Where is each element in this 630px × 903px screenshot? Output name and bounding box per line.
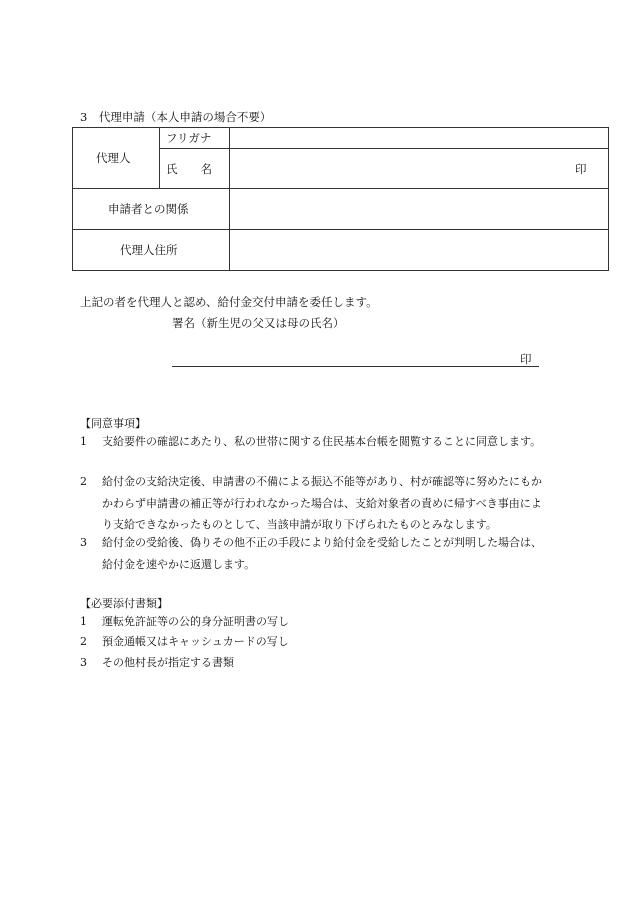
document-item-num: 2	[80, 635, 87, 648]
name-seal: 印	[575, 162, 587, 176]
address-field[interactable]	[231, 231, 607, 269]
name-field[interactable]	[231, 150, 571, 187]
relation-field[interactable]	[231, 190, 607, 228]
consent-item-text: 給付金の支給決定後、申請書の不備による振込不能等があり、村が確認等に努めたにもかかわらず申請書の補正等が行われなかった場合は、支給対象者の責めに帰すべき事由により支給できなかったものとして、当該申請が取り下げられたものとみなします。	[102, 475, 542, 531]
signature-seal: 印	[520, 352, 532, 366]
document-item-text: その他村長が指定する書類	[102, 656, 234, 669]
consent-item-num: 3	[80, 536, 87, 549]
name-label: 氏 名	[166, 162, 212, 176]
furigana-label: フリガナ	[166, 131, 212, 145]
relation-label: 申請者との関係	[108, 202, 189, 216]
signature-label: 署名（新生児の父又は母の氏名）	[172, 316, 345, 330]
document-item-num: 3	[80, 656, 87, 669]
document-item-num: 1	[80, 615, 87, 628]
section-heading: 3 代理申請（本人申請の場合不要）	[80, 110, 272, 124]
furigana-field[interactable]	[231, 129, 607, 147]
consent-item-text: 給付金の受給後、偽りその他不正の手段により給付金を受給したことが判明した場合は、給付金を速やかに返還します。	[102, 536, 542, 571]
signature-field[interactable]	[172, 348, 512, 365]
delegation-statement: 上記の者を代理人と認め、給付金交付申請を委任します。	[80, 295, 378, 309]
document-item-text: 運転免許証等の公的身分証明書の写し	[102, 615, 289, 628]
signature-line	[172, 366, 539, 367]
address-label: 代理人住所	[120, 243, 178, 257]
consent-item-num: 2	[80, 475, 87, 488]
agent-label: 代理人	[96, 151, 131, 165]
document-item-text: 預金通帳又はキャッシュカードの写し	[102, 635, 289, 648]
documents-heading: 【必要添付書類】	[80, 597, 168, 610]
consent-item-text: 支給要件の確認にあたり、私の世帯に関する住民基本台帳を閲覧することに同意します。	[102, 435, 542, 448]
consent-item-num: 1	[80, 435, 87, 448]
consent-heading: 【同意事項】	[80, 417, 146, 430]
